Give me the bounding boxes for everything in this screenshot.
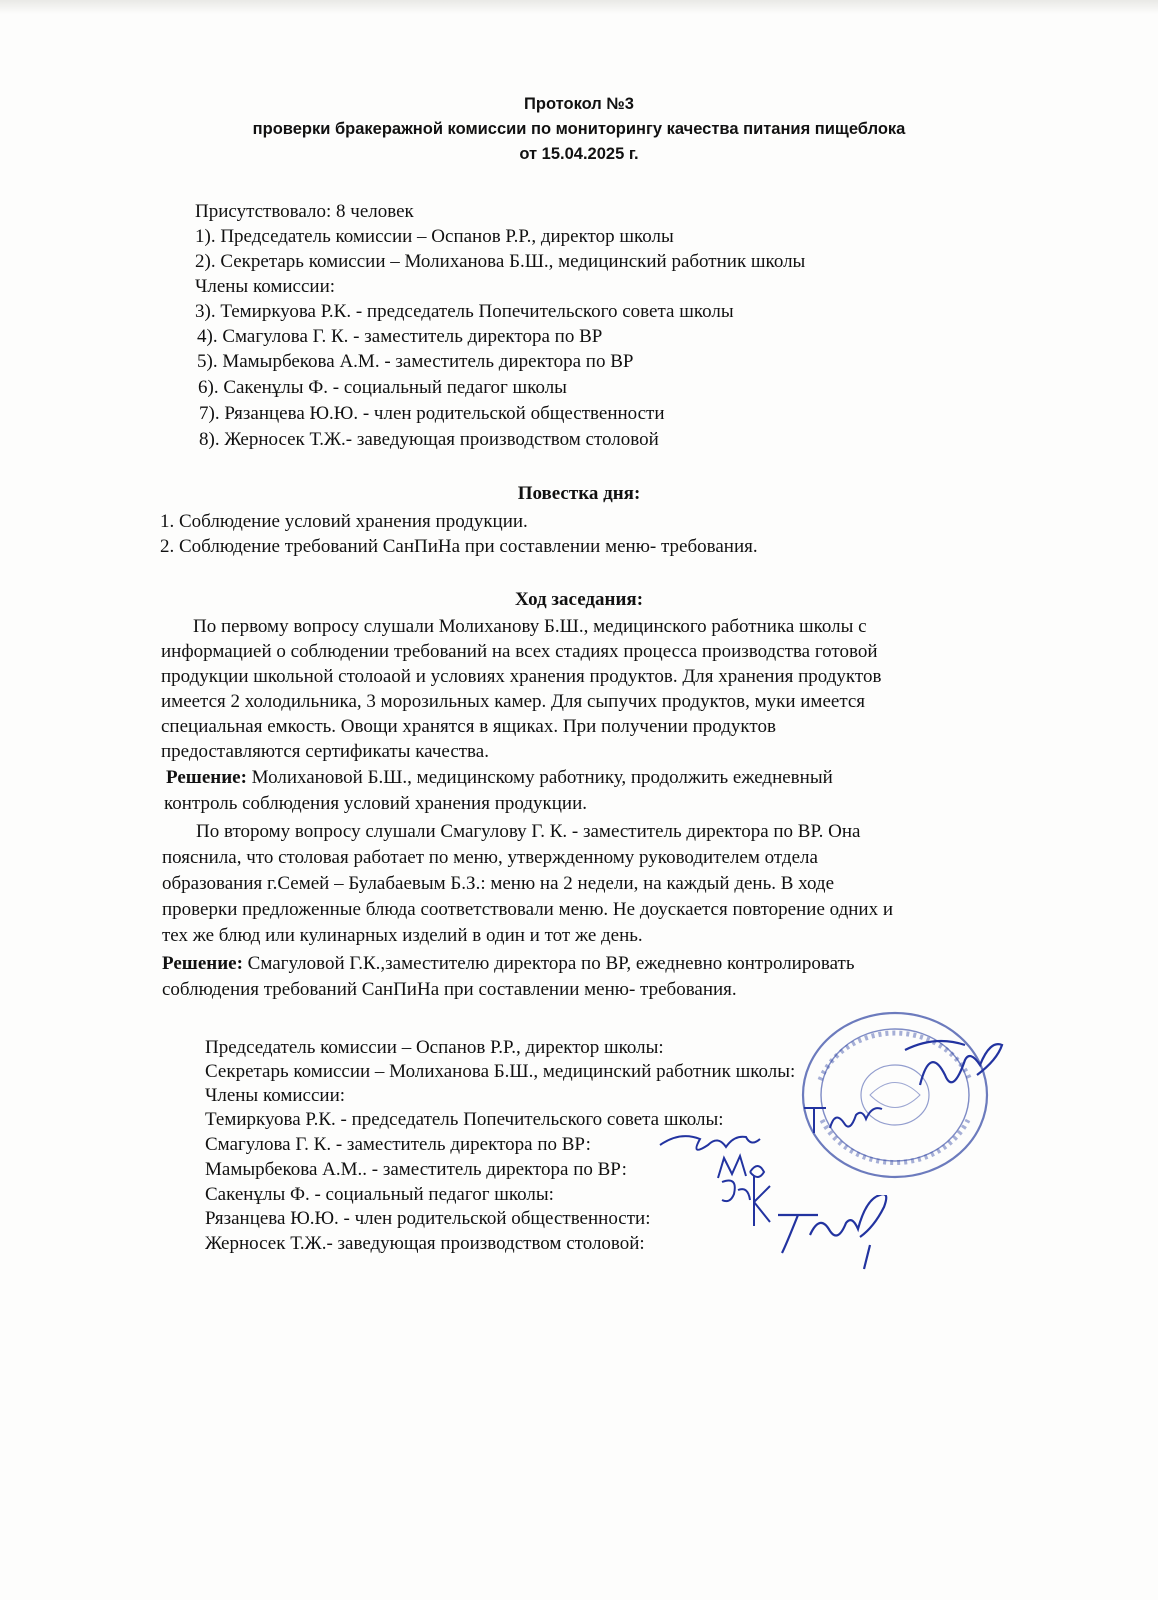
paragraph-line: тех же блюд или кулинарных изделий в один и тот же день.: [162, 925, 643, 946]
member-line: 5). Мамырбекова А.М. - заместитель директора по ВР: [197, 351, 634, 372]
paragraph-line: продукции школьной столоаой и условиях хранения продуктов. Для хранения продуктов: [161, 666, 882, 687]
decision-text: Молихановой Б.Ш., медицинскому работнику, продолжить ежедневный: [246, 767, 833, 788]
decision-line: соблюдения требований СанПиНа при составлении меню- требования.: [162, 979, 737, 1000]
signature-line: Мамырбекова А.М.. - заместитель директора по ВР:: [205, 1159, 627, 1180]
signature-line: Смагулова Г. К. - заместитель директора по ВР:: [205, 1134, 591, 1155]
decision-label: Решение:: [162, 953, 243, 974]
signature-line: Председатель комиссии – Оспанов Р.Р., директор школы:: [205, 1037, 664, 1058]
agenda-heading: Повестка дня:: [517, 483, 641, 504]
member-line: 4). Смагулова Г. К. - заместитель директора по ВР: [197, 326, 603, 347]
signature-line: Секретарь комиссии – Молиханова Б.Ш., медицинский работник школы:: [205, 1061, 796, 1082]
member-line: 7). Рязанцева Ю.Ю. - член родительской общественности: [199, 403, 665, 424]
paragraph-line: информацией о соблюдении требований на всех стадиях процесса производства готовой: [161, 641, 878, 662]
paragraph-line: По второму вопросу слушали Смагулову Г. К. - заместитель директора по ВР. Она: [196, 821, 861, 842]
paragraph-line: пояснила, что столовая работает по меню, утвержденному руководителем отдела: [162, 847, 818, 868]
protocol-header: [0, 92, 1158, 167]
paragraph-line: специальная емкость. Овощи хранятся в ящиках. При получении продуктов: [161, 716, 776, 737]
signature-member: [714, 1172, 774, 1232]
agenda-item: 2. Соблюдение требований СанПиНа при составлении меню- требования.: [160, 536, 758, 557]
decision-line: контроль соблюдения условий хранения продукции.: [164, 793, 587, 814]
paragraph-line: По первому вопросу слушали Молиханову Б.Ш., медицинского работника школы с: [193, 616, 867, 637]
members-heading: Члены комиссии:: [195, 276, 336, 297]
member-line: 2). Секретарь комиссии – Молиханова Б.Ш., медицинский работник школы: [195, 251, 806, 272]
protocol-date: от 15.04.2025 г.: [519, 145, 639, 163]
signature-line: Жерносек Т.Ж.- заведующая производством столовой:: [205, 1233, 645, 1254]
decision-line: [162, 952, 854, 976]
signature-line: Сакенұлы Ф. - социальный педагог школы:: [205, 1184, 554, 1205]
decision-text: Смагуловой Г.К.,заместителю директора по ВР, ежедневно контролировать: [242, 953, 855, 974]
member-line: 6). Сакенұлы Ф. - социальный педагог школы: [198, 377, 567, 398]
member-line: 3). Темиркуова Р.К. - председатель Попечительского совета школы: [195, 301, 734, 322]
paragraph-line: проверки предложенные блюда соответствовали меню. Не доускается повторение одних и: [162, 899, 894, 920]
paragraph-line: образования г.Семей – Булабаевым Б.З.: меню на 2 недели, на каждый день. В ходе: [162, 873, 835, 894]
decision-line: [166, 766, 833, 790]
protocol-subtitle: проверки бракеражной комиссии по мониторингу качества питания пищеблока: [252, 120, 906, 138]
signature-member: [770, 1195, 920, 1275]
member-line: 1). Председатель комиссии – Оспанов Р.Р., директор школы: [195, 226, 674, 247]
signature-line: Темиркуова Р.К. - председатель Попечительского совета школы:: [205, 1109, 724, 1130]
signature-chairman: [900, 1030, 1010, 1110]
signature-member: [800, 1098, 890, 1138]
paragraph-line: имеется 2 холодильника, 3 морозильных камер. Для сыпучих продуктов, муки имеется: [161, 691, 866, 712]
paragraph-line: предоставляются сертификаты качества.: [161, 741, 489, 762]
scan-edge: [0, 0, 1158, 14]
member-line: 8). Жерносек Т.Ж.- заведующая производством столовой: [199, 429, 659, 450]
signature-line: Рязанцева Ю.Ю. - член родительской общественности:: [205, 1208, 651, 1229]
agenda-item: 1. Соблюдение условий хранения продукции.: [160, 511, 528, 532]
signature-line: Члены комиссии:: [205, 1085, 346, 1106]
protocol-title: Протокол №3: [524, 95, 634, 113]
attendance-count: Присутствовало: 8 человек: [195, 201, 414, 222]
proceedings-heading: Ход заседания:: [514, 589, 644, 610]
decision-label: Решение:: [166, 767, 247, 788]
